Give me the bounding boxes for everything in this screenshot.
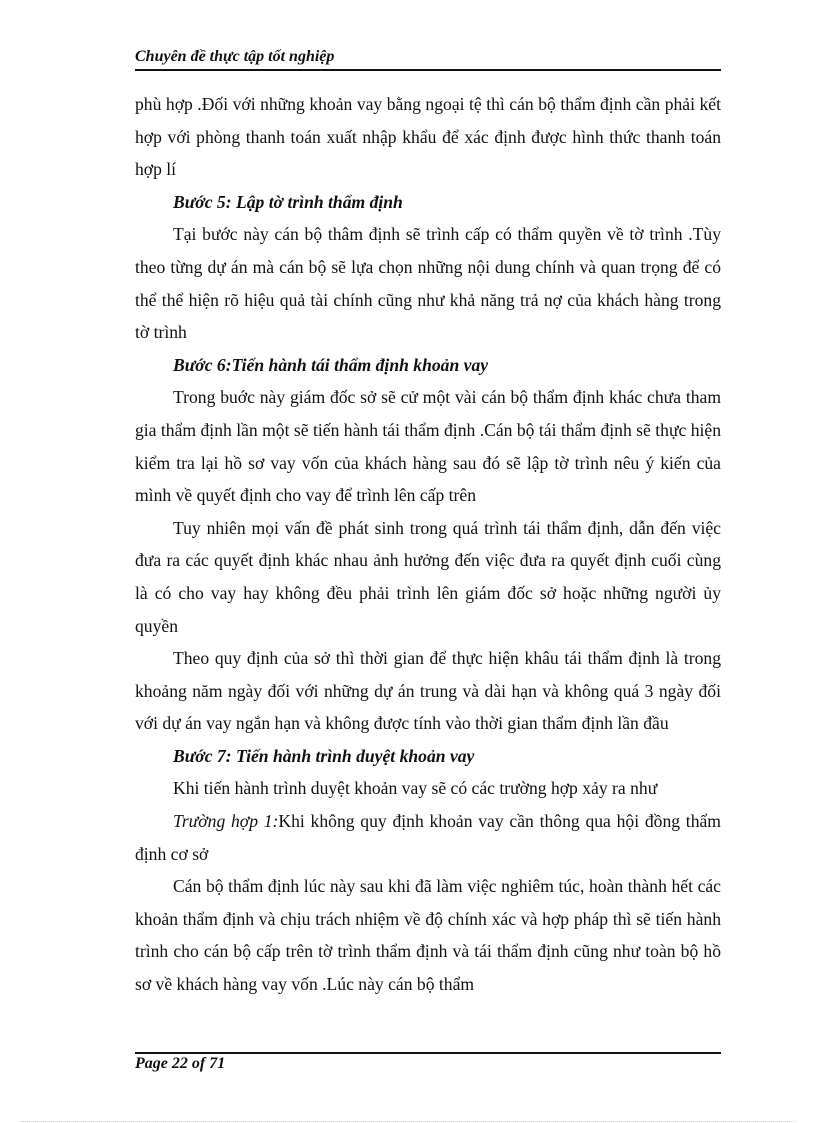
heading-step-5: Bước 5: Lập tờ trình thẩm định — [173, 191, 403, 212]
heading-step-7: Bước 7: Tiến hành trình duyệt khoản vay — [173, 745, 475, 766]
page-number: Page 22 of 71 — [135, 1055, 226, 1072]
page-header-title: Chuyên đề thực tập tốt nghiệp — [135, 48, 335, 65]
footer-rule — [135, 1052, 721, 1054]
paragraph-case-1 — [135, 805, 721, 870]
paragraph-step-6-intro: Trong buớc này giám đốc sở sẽ cử một vài cán bộ thẩm định khác chưa tham gia thẩm định lần một sẽ tiến hành tái thẩm định .Cán bộ tái thẩm định sẽ thực hiện kiểm tra lại hồ sơ vay vốn của khách hàng sau đó sẽ lập tờ trình nêu ý kiến của mình về quyết định cho vay để trình lên cấp trên — [135, 387, 721, 506]
paragraph-step-6-timing: Theo quy định của sở thì thời gian để thực hiện khâu tái thẩm định là trong khoảng năm ngày đối với những dự án trung và dài hạn và không quá 3 ngày đối với dự án vay ngắn hạn và không được tính vào thời gian thẩm định lần đầu — [135, 648, 721, 734]
header-rule — [135, 69, 721, 71]
page-edge — [20, 1121, 796, 1122]
body-text — [135, 88, 721, 1001]
paragraph-continuation: phù hợp .Đối với những khoản vay bằng ngoại tệ thì cán bộ thẩm định cần phải kết hợp với phòng thanh toán xuất nhập khẩu để xác định được hình thức thanh toán hợp lí — [135, 94, 721, 180]
case-1-text: Khi không quy định khoản vay cần thông qua hội đồng thẩm định cơ sở — [135, 811, 721, 864]
heading-step-6: Bước 6:Tiến hành tái thẩm định khoản vay — [173, 354, 489, 375]
paragraph-step-7-intro: Khi tiến hành trình duyệt khoản vay sẽ có các trường hợp xảy ra như — [173, 778, 658, 799]
paragraph-step-6-issues: Tuy nhiên mọi vấn đề phát sinh trong quá trình tái thẩm định, dẫn đến việc đưa ra các quyết định khác nhau ảnh hưởng đến việc đưa ra quyết định cuối cùng là có cho vay hay không đều phải trình lên giám đốc sở hoặc những người ủy quyền — [135, 517, 721, 636]
case-1-label: Trường hợp 1: — [173, 811, 279, 832]
paragraph-step-5: Tại bước này cán bộ thâm định sẽ trình cấp có thẩm quyền về tờ trình .Tùy theo từng dự án mà cán bộ sẽ lựa chọn những nội dung chính và quan trọng để có thể thể hiện rõ hiệu quả tài chính cũng như khả năng trả nợ của khách hàng trong tờ trình — [135, 224, 721, 343]
paragraph-case-1-detail: Cán bộ thẩm định lúc này sau khi đã làm việc nghiêm túc, hoàn thành hết các khoản thẩm định và chịu trách nhiệm về độ chính xác và hợp pháp thì sẽ tiến hành trình cho cán bộ cấp trên tờ trình thẩm định và tái thẩm định cũng như toàn bộ hồ sơ về khách hàng vay vốn .Lúc này cán bộ thẩm — [135, 876, 721, 995]
